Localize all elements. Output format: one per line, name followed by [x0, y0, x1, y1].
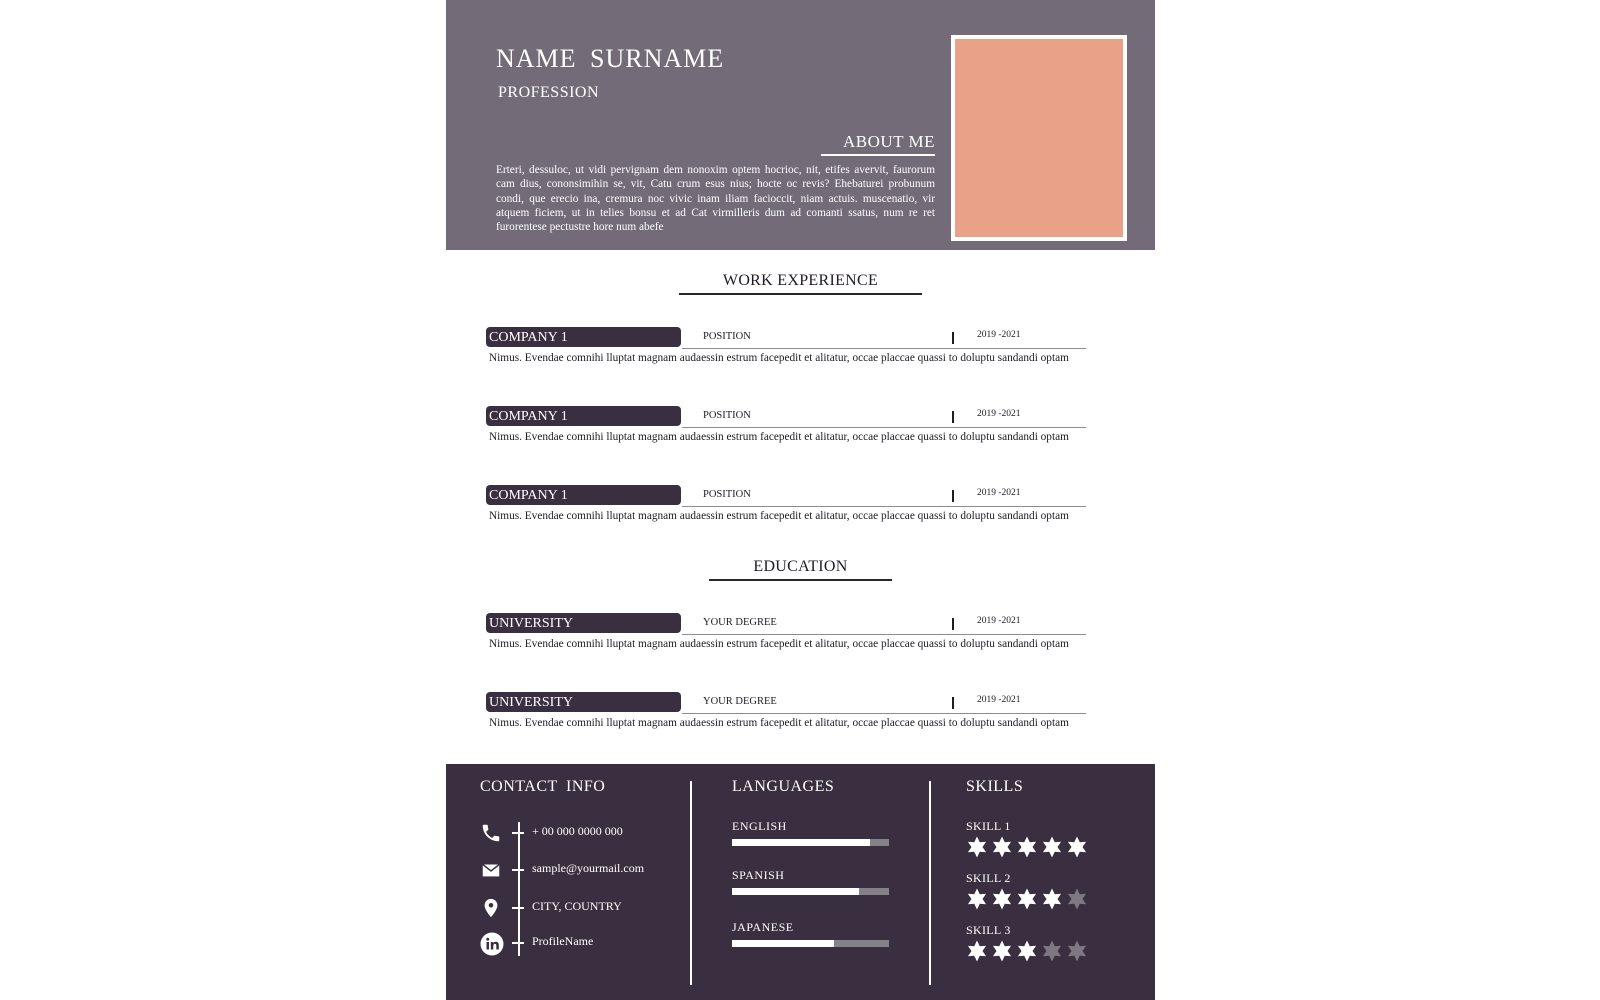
- star-filled-icon: [966, 940, 988, 962]
- languages-heading: LANGUAGES: [732, 778, 835, 795]
- separator-bar: [952, 618, 954, 630]
- star-filled-icon: [1041, 836, 1063, 858]
- date-range: 2019 -2021: [977, 616, 1021, 626]
- entry-divider: [682, 713, 1086, 714]
- company-name: COMPANY 1: [486, 406, 681, 426]
- language-level-fill: [732, 940, 834, 947]
- position-title: POSITION: [703, 489, 751, 500]
- skill-item: [966, 871, 1116, 910]
- entry-description: Nimus. Evendae comnihi lluptat magnam audaessin estrum facepedit et alitatur, occae placcae quassi to doluptu sandandi optam: [489, 717, 1069, 729]
- skill-item: [966, 923, 1116, 962]
- linkedin-icon: [480, 932, 502, 954]
- star-filled-icon: [966, 888, 988, 910]
- email-address: sample@yourmail.com: [532, 861, 645, 875]
- star-empty-icon: [1066, 888, 1088, 910]
- city-country: CITY, COUNTRY: [532, 899, 622, 913]
- about-me-text: Erteri, dessuloc, ut vidi pervignam dem nonoxim optem hocrioc, nit, etifes avervit, faurorum cam dius, cononsimihin se, vit, Catu crum esus nius; hocte oc revis? Ehebaturei probunum condi, que erecio ina, cremura noc vivic inam iliam facioccit, niam actuis. muscenatio, vir atquem ficiem, ut in telies bonsu et ad Cat virmilleris dum ad comanti ssatus, num re ret furorentese pectustre hore num abefe: [496, 164, 935, 234]
- timeline-tick: [512, 869, 524, 871]
- contact-phone: [480, 822, 680, 848]
- separator-bar: [952, 411, 954, 423]
- contact-location: [480, 897, 680, 923]
- skill-rating: [966, 940, 1116, 962]
- skill-rating: [966, 888, 1116, 910]
- entry-divider: [682, 427, 1086, 428]
- separator-bar: [952, 490, 954, 502]
- location-pin-icon: [480, 897, 502, 919]
- resume-header: [446, 0, 1155, 250]
- linkedin-profile: ProfileName: [532, 934, 594, 948]
- star-filled-icon: [991, 940, 1013, 962]
- language-name: SPANISH: [732, 868, 785, 882]
- timeline-tick: [512, 907, 524, 909]
- skill-rating: [966, 836, 1116, 858]
- profile-photo-placeholder: [951, 35, 1127, 241]
- star-filled-icon: [991, 836, 1013, 858]
- star-filled-icon: [966, 836, 988, 858]
- language-level-track: [732, 839, 889, 846]
- timeline-tick: [512, 942, 524, 944]
- company-name: COMPANY 1: [486, 485, 681, 505]
- skill-name: SKILL 3: [966, 923, 1011, 937]
- position-title: POSITION: [703, 331, 751, 342]
- entry-description: Nimus. Evendae comnihi lluptat magnam audaessin estrum facepedit et alitatur, occae placcae quassi to doluptu sandandi optam: [489, 510, 1069, 522]
- language-level-track: [732, 888, 889, 895]
- work-experience-heading: WORK EXPERIENCE: [446, 272, 1155, 295]
- entry-divider: [682, 506, 1086, 507]
- star-filled-icon: [991, 888, 1013, 910]
- star-filled-icon: [1016, 940, 1038, 962]
- entry-description: Nimus. Evendae comnihi lluptat magnam audaessin estrum facepedit et alitatur, occae placcae quassi to doluptu sandandi optam: [489, 431, 1069, 443]
- work-entry: [486, 327, 1106, 367]
- star-filled-icon: [1066, 836, 1088, 858]
- education-entry: [486, 613, 1106, 653]
- language-name: JAPANESE: [732, 920, 794, 934]
- language-english: [732, 819, 892, 846]
- date-range: 2019 -2021: [977, 330, 1021, 340]
- date-range: 2019 -2021: [977, 409, 1021, 419]
- work-entry: [486, 406, 1106, 446]
- star-filled-icon: [1041, 888, 1063, 910]
- language-level-track: [732, 940, 889, 947]
- position-title: POSITION: [703, 410, 751, 421]
- star-filled-icon: [1016, 836, 1038, 858]
- timeline-tick: [512, 832, 524, 834]
- skill-item: [966, 819, 1116, 858]
- contact-linkedin: [480, 932, 680, 958]
- education-entry: [486, 692, 1106, 732]
- company-name: COMPANY 1: [486, 327, 681, 347]
- skill-name: SKILL 1: [966, 819, 1011, 833]
- star-empty-icon: [1041, 940, 1063, 962]
- university-name: UNIVERSITY: [486, 692, 681, 712]
- about-me-heading: ABOUT ME: [821, 132, 935, 156]
- separator-bar: [952, 697, 954, 709]
- contact-info-heading: CONTACT INFO: [480, 778, 606, 795]
- date-range: 2019 -2021: [977, 488, 1021, 498]
- skills-heading: SKILLS: [966, 778, 1024, 795]
- date-range: 2019 -2021: [977, 695, 1021, 705]
- mail-icon: [480, 859, 502, 881]
- language-spanish: [732, 868, 892, 895]
- entry-description: Nimus. Evendae comnihi lluptat magnam audaessin estrum facepedit et alitatur, occae placcae quassi to doluptu sandandi optam: [489, 352, 1069, 364]
- phone-number: + 00 000 0000 000: [532, 824, 623, 838]
- degree-title: YOUR DEGREE: [703, 696, 777, 707]
- column-divider: [929, 781, 931, 985]
- star-empty-icon: [1066, 940, 1088, 962]
- language-japanese: [732, 920, 892, 947]
- language-name: ENGLISH: [732, 819, 787, 833]
- language-level-fill: [732, 888, 859, 895]
- entry-divider: [682, 634, 1086, 635]
- degree-title: YOUR DEGREE: [703, 617, 777, 628]
- education-heading: EDUCATION: [446, 558, 1155, 581]
- star-filled-icon: [1016, 888, 1038, 910]
- work-entry: [486, 485, 1106, 525]
- column-divider: [690, 781, 692, 985]
- separator-bar: [952, 332, 954, 344]
- phone-icon: [480, 822, 502, 844]
- entry-divider: [682, 348, 1086, 349]
- resume-page: [446, 0, 1155, 1000]
- entry-description: Nimus. Evendae comnihi lluptat magnam audaessin estrum facepedit et alitatur, occae placcae quassi to doluptu sandandi optam: [489, 638, 1069, 650]
- full-name: NAME SURNAME: [496, 44, 725, 73]
- university-name: UNIVERSITY: [486, 613, 681, 633]
- profession: PROFESSION: [498, 84, 600, 101]
- resume-footer: [446, 764, 1155, 1000]
- skill-name: SKILL 2: [966, 871, 1011, 885]
- language-level-fill: [732, 839, 870, 846]
- contact-email: [480, 859, 680, 885]
